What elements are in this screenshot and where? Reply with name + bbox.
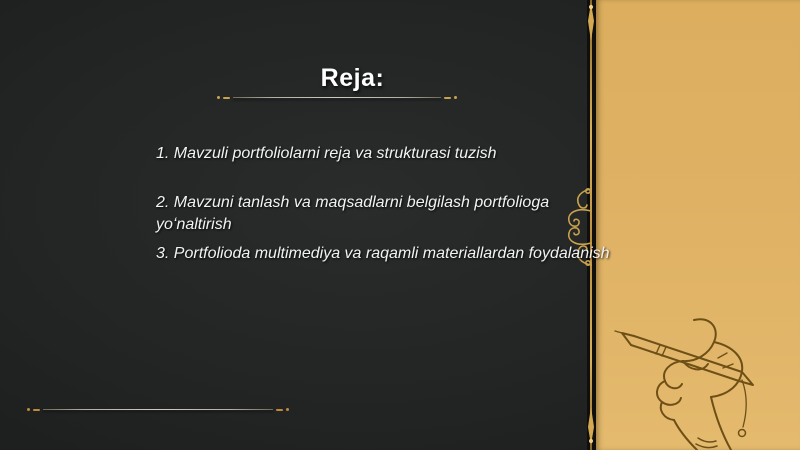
underline-dot-left — [217, 96, 220, 99]
list-item-3: 3. Portfolioda multimediya va raqamli materiallardan foydalanish — [156, 245, 610, 262]
list-item-1: 1. Mavzuli portfoliolarni reja va strukturasi tuzish — [156, 145, 497, 162]
list-item-2: 2. Mavzuni tanlash va maqsadlarni belgilash portfolioga yoʻnaltirish — [156, 194, 550, 233]
bottom-line-dash-right — [276, 409, 283, 411]
underline-dot-right — [454, 96, 457, 99]
slide-title: Reja: — [320, 64, 385, 92]
divider-tip-ornament-top — [586, 3, 596, 43]
hand-holding-pen-icon — [590, 300, 800, 450]
underline-dash-right — [444, 97, 451, 99]
title-underline — [217, 96, 457, 99]
underline-dash-left — [223, 97, 230, 99]
underline-bar — [233, 97, 441, 99]
bottom-line-dot-left — [27, 408, 30, 411]
bottom-line-bar — [43, 409, 273, 411]
bottom-line-dash-left — [33, 409, 40, 411]
bottom-line-dot-right — [286, 408, 289, 411]
bottom-flourish-line — [27, 408, 289, 411]
